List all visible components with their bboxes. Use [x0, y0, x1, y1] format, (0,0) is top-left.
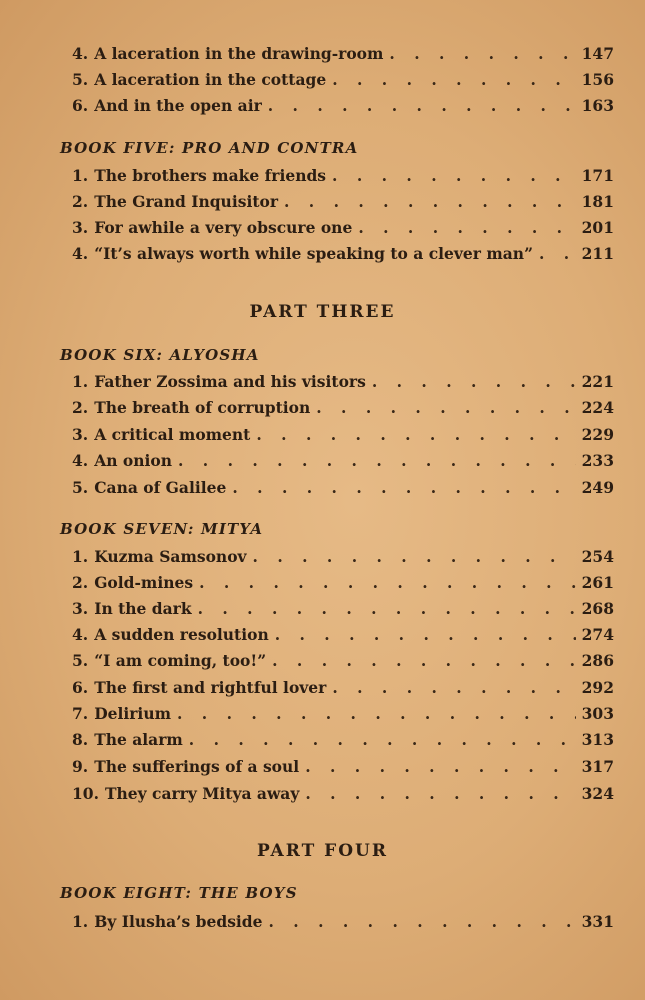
toc-entry: [72, 42, 614, 66]
entry-number: 3.: [72, 425, 89, 444]
toc-entry: [72, 370, 614, 394]
entry-title: By Ilusha’s bedside: [94, 912, 263, 931]
entry-title: A laceration in the drawing-room: [94, 44, 384, 63]
entry-number: 5.: [72, 70, 89, 89]
toc-entry: [72, 164, 614, 188]
dot-leader: [358, 216, 575, 240]
entry-number: 9.: [72, 757, 89, 776]
entry-number: 4.: [72, 44, 89, 63]
dot-leader: [275, 623, 576, 647]
entry-title: Kuzma Samsonov: [94, 547, 247, 566]
dot-leader: [305, 755, 575, 779]
entry-number: 10.: [72, 784, 99, 803]
entry-number: 8.: [72, 730, 89, 749]
part-heading: PART FOUR: [257, 841, 388, 861]
dot-leader: [539, 242, 576, 266]
entry-page-number: 201: [581, 218, 614, 237]
entry-page-number: 324: [581, 784, 614, 803]
entry-number: 2.: [72, 398, 89, 417]
entry-page-number: 249: [581, 478, 614, 497]
entry-number: 3.: [72, 218, 89, 237]
entry-title: The breath of corruption: [94, 398, 311, 417]
dot-leader: [268, 94, 576, 118]
toc-entry: [72, 676, 614, 700]
entry-page-number: 156: [581, 70, 614, 89]
entry-number: 4.: [72, 625, 89, 644]
entry-page-number: 274: [581, 625, 614, 644]
book-heading: BOOK SIX: ALYOSHA: [60, 346, 260, 364]
entry-page-number: 229: [581, 425, 614, 444]
entry-page-number: 254: [581, 547, 614, 566]
dot-leader: [189, 728, 576, 752]
entry-number: 7.: [72, 704, 89, 723]
dot-leader: [316, 396, 575, 420]
dot-leader: [269, 910, 576, 934]
entry-title: A critical moment: [94, 425, 251, 444]
entry-number: 6.: [72, 678, 89, 697]
dot-leader: [253, 545, 576, 569]
dot-leader: [332, 164, 576, 188]
toc-entry: [72, 216, 614, 240]
part-heading: PART THREE: [249, 302, 396, 322]
toc-entry: [72, 597, 614, 621]
entry-page-number: 221: [581, 372, 614, 391]
toc-entry: [72, 702, 614, 726]
dot-leader: [177, 702, 576, 726]
dot-leader: [284, 190, 576, 214]
toc-entry: [72, 728, 614, 752]
entry-page-number: 313: [581, 730, 614, 749]
entry-number: 1.: [72, 547, 89, 566]
entry-title: The Grand Inquisitor: [94, 192, 278, 211]
toc-entry: [72, 190, 614, 214]
dot-leader: [232, 476, 575, 500]
toc-entry: [72, 910, 614, 934]
entry-title: Delirium: [94, 704, 171, 723]
entry-title: They carry Mitya away: [104, 784, 300, 803]
entry-number: 4.: [72, 244, 89, 263]
toc-entry: [72, 94, 614, 118]
entry-title: The alarm: [94, 730, 183, 749]
dot-leader: [372, 370, 576, 394]
entry-page-number: 303: [581, 704, 614, 723]
entry-page-number: 317: [581, 757, 614, 776]
entry-number: 1.: [72, 912, 89, 931]
entry-page-number: 286: [581, 651, 614, 670]
dot-leader: [389, 42, 575, 66]
entry-page-number: 181: [581, 192, 614, 211]
entry-number: 5.: [72, 651, 89, 670]
entry-page-number: 233: [581, 451, 614, 470]
entry-number: 1.: [72, 166, 89, 185]
entry-page-number: 211: [581, 244, 614, 263]
dot-leader: [199, 571, 576, 595]
toc-entry: [72, 571, 614, 595]
entry-title: In the dark: [94, 599, 192, 618]
entry-page-number: 331: [581, 912, 614, 931]
entry-number: 1.: [72, 372, 89, 391]
entry-number: 4.: [72, 451, 89, 470]
entry-page-number: 147: [581, 44, 614, 63]
entry-page-number: 292: [581, 678, 614, 697]
toc-entry: [72, 449, 614, 473]
dot-leader: [178, 449, 576, 473]
entry-title: A laceration in the cottage: [94, 70, 327, 89]
entry-title: Gold-mines: [94, 573, 194, 592]
toc-entry: [72, 623, 614, 647]
entry-page-number: 268: [581, 599, 614, 618]
dot-leader: [256, 423, 575, 447]
entry-page-number: 261: [581, 573, 614, 592]
toc-entry: [72, 423, 614, 447]
entry-title: The brothers make friends: [94, 166, 327, 185]
entry-number: 2.: [72, 573, 89, 592]
entry-title: A sudden resolution: [94, 625, 269, 644]
toc-entry: [72, 545, 614, 569]
entry-page-number: 163: [581, 96, 614, 115]
dot-leader: [332, 68, 575, 92]
dot-leader: [272, 649, 576, 673]
toc-entry: [72, 68, 614, 92]
entry-number: 6.: [72, 96, 89, 115]
entry-title: Father Zossima and his visitors: [94, 372, 366, 391]
dot-leader: [198, 597, 576, 621]
toc-entry: [72, 755, 614, 779]
toc-entry: [72, 476, 614, 500]
toc-entry: [72, 242, 614, 266]
entry-number: 2.: [72, 192, 89, 211]
entry-number: 5.: [72, 478, 89, 497]
entry-title: For awhile a very obscure one: [94, 218, 353, 237]
toc-entry: [72, 396, 614, 420]
book-heading: BOOK SEVEN: MITYA: [60, 520, 264, 538]
entry-page-number: 224: [581, 398, 614, 417]
book-heading: BOOK EIGHT: THE BOYS: [60, 884, 298, 902]
entry-title: And in the open air: [94, 96, 262, 115]
book-heading: BOOK FIVE: PRO AND CONTRA: [60, 139, 359, 157]
toc-entry: [72, 782, 614, 806]
entry-title: An onion: [94, 451, 172, 470]
entry-title: The first and rightful lover: [94, 678, 327, 697]
entry-title: The sufferings of a soul: [94, 757, 300, 776]
entry-title: “I am coming, too!”: [94, 651, 267, 670]
toc-entry: [72, 649, 614, 673]
dot-leader: [332, 676, 575, 700]
dot-leader: [305, 782, 575, 806]
entry-page-number: 171: [581, 166, 614, 185]
entry-number: 3.: [72, 599, 89, 618]
entry-title: “It’s always worth while speaking to a clever man”: [94, 244, 533, 263]
entry-title: Cana of Galilee: [94, 478, 227, 497]
